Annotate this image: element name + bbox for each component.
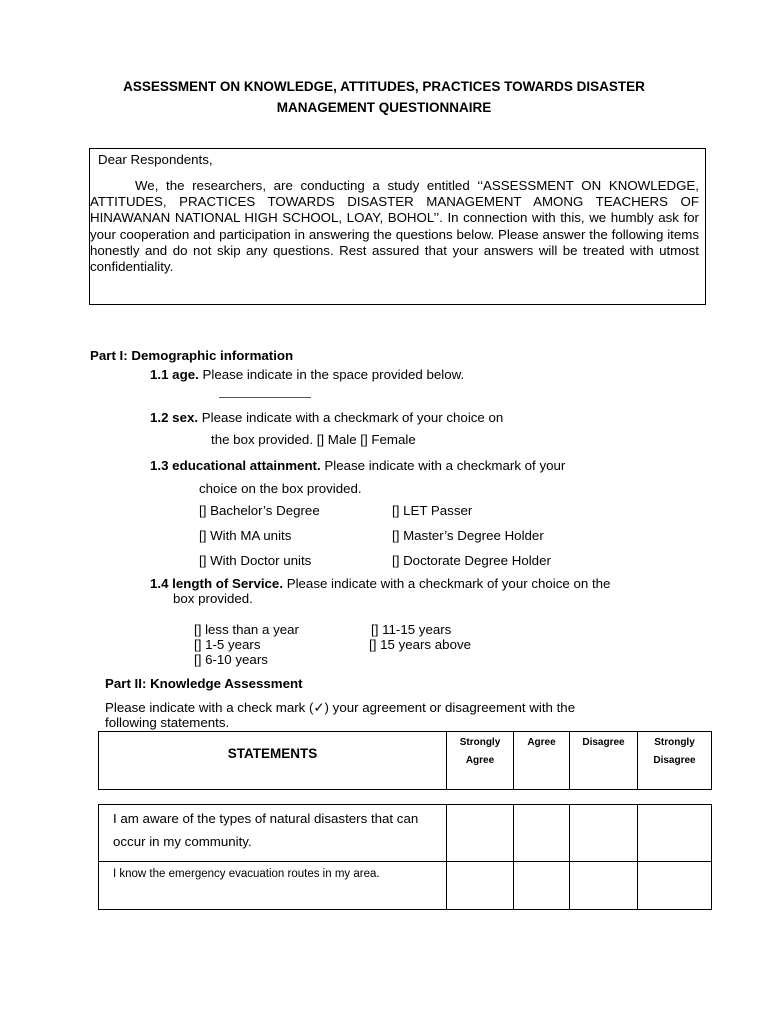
respondent-letter-box	[89, 148, 706, 305]
education-line-2: choice on the box provided.	[199, 481, 362, 496]
sex-text: Please indicate with a checkmark of your choice on	[198, 410, 504, 425]
option-masters-degree[interactable]: [] Master’s Degree Holder	[392, 528, 544, 543]
option-less-than-year[interactable]: [] less than a year	[194, 622, 299, 637]
disagree-column-header: Disagree	[570, 732, 638, 790]
education-label: 1.3 educational attainment.	[150, 458, 321, 473]
agree-column-header: Agree	[514, 732, 570, 790]
part2-heading: Part II: Knowledge Assessment	[105, 676, 303, 691]
strongly-agree-column-header: Strongly Agree	[447, 732, 514, 790]
option-6-10-years[interactable]: [] 6-10 years	[194, 652, 268, 667]
age-text: Please indicate in the space provided below.	[198, 367, 465, 382]
strongly-agree-checkbox-cell[interactable]	[447, 862, 514, 910]
strongly-disagree-checkbox-cell[interactable]	[638, 862, 712, 910]
agree-checkbox-cell[interactable]	[514, 862, 570, 910]
service-question	[150, 576, 610, 591]
option-bachelors-degree[interactable]: [] Bachelor’s Degree	[199, 503, 320, 518]
sex-label: 1.2 sex.	[150, 410, 199, 425]
statement-cell: I am aware of the types of natural disasters that can occur in my community.	[99, 805, 447, 862]
likert-header-table	[98, 731, 712, 790]
document-title-line-2: MANAGEMENT QUESTIONNAIRE	[276, 100, 492, 115]
statement-cell: I know the emergency evacuation routes in my area.	[99, 862, 447, 910]
part2-instruction-line-1: Please indicate with a check mark (✓) your agreement or disagreement with the	[105, 700, 576, 715]
option-15-years-above[interactable]: [] 15 years above	[369, 637, 472, 652]
letter-salutation: Dear Respondents,	[98, 152, 213, 167]
option-1-5-years[interactable]: [] 1-5 years	[194, 637, 261, 652]
table-row	[99, 805, 712, 862]
option-ma-units[interactable]: [] With MA units	[199, 528, 292, 543]
strongly-agree-checkbox-cell[interactable]	[447, 805, 514, 862]
letter-paragraph: We, the researchers, are conducting a study entitled ‘‘ASSESSMENT ON KNOWLEDGE, ATTITUDES, PRACTICES TOWARDS DISASTER MANAGEMENT AMONG TEACHERS OF HINAWANAN NATIONAL HIGH SCHOOL, LOAY, BOHOL’’. In connection with this, we humbly ask for your cooperation and participation in answering the questions below. Please answer the following items honestly and do not skip any questions. Rest assured that your answers will be treated with utmost confidentiality.	[90, 178, 699, 275]
sex-options[interactable]: the box provided. [] Male [] Female	[211, 432, 416, 447]
statements-column-header: STATEMENTS	[99, 732, 447, 790]
education-text: Please indicate with a checkmark of your	[320, 458, 566, 473]
document-title-line-1: ASSESSMENT ON KNOWLEDGE, ATTITUDES, PRACTICES TOWARDS DISASTER	[123, 79, 645, 94]
part2-instruction-line-2: following statements.	[105, 715, 230, 730]
likert-statements-table	[98, 804, 712, 910]
option-11-15-years[interactable]: [] 11-15 years	[371, 622, 452, 637]
service-label: 1.4 length of Service.	[150, 576, 284, 591]
sex-question	[150, 410, 503, 425]
age-answer-line[interactable]	[219, 397, 311, 398]
strongly-disagree-column-header: Strongly Disagree	[638, 732, 712, 790]
agree-checkbox-cell[interactable]	[514, 805, 570, 862]
part1-heading: Part I: Demographic information	[90, 348, 294, 363]
option-let-passer[interactable]: [] LET Passer	[392, 503, 473, 518]
option-doctor-units[interactable]: [] With Doctor units	[199, 553, 312, 568]
service-line-2: box provided.	[173, 591, 253, 606]
strongly-disagree-checkbox-cell[interactable]	[638, 805, 712, 862]
education-question	[150, 458, 565, 473]
age-question	[150, 367, 464, 382]
service-text: Please indicate with a checkmark of your choice on the	[283, 576, 611, 591]
letter-body	[90, 178, 699, 275]
age-label: 1.1 age.	[150, 367, 199, 382]
table-row	[99, 862, 712, 910]
disagree-checkbox-cell[interactable]	[570, 862, 638, 910]
option-doctorate-degree[interactable]: [] Doctorate Degree Holder	[392, 553, 551, 568]
disagree-checkbox-cell[interactable]	[570, 805, 638, 862]
